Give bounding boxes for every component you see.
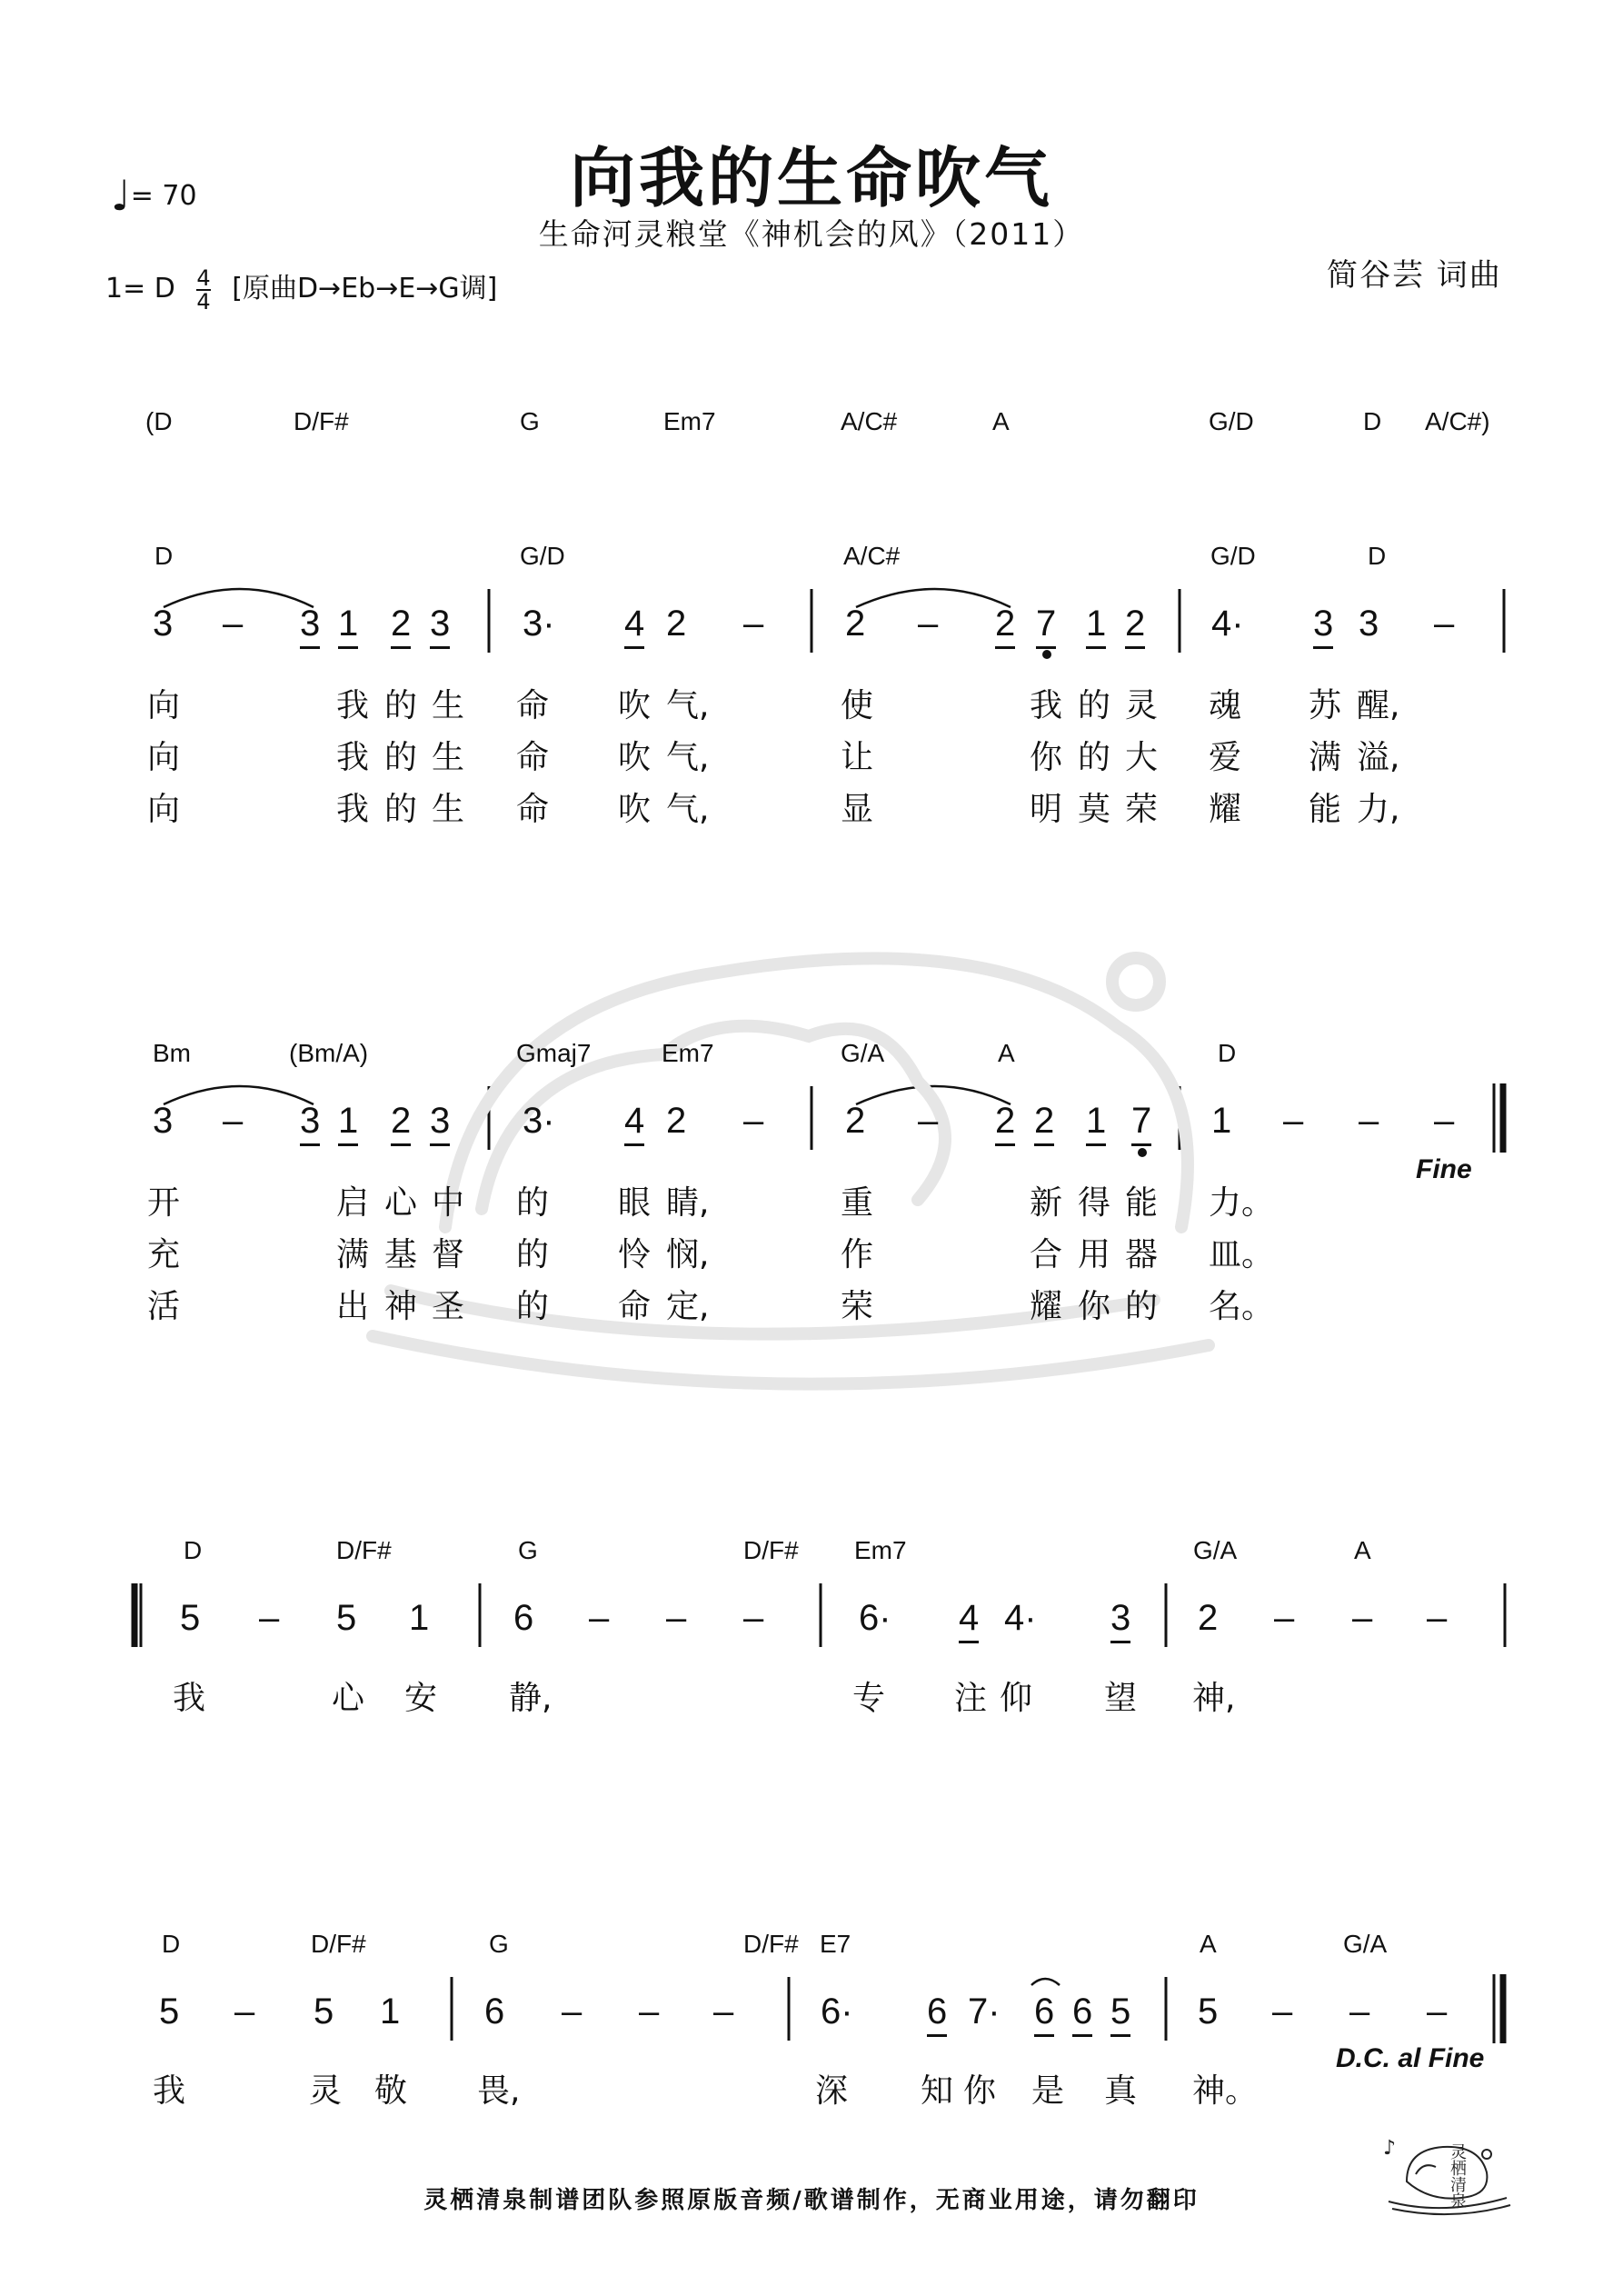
chord: Em7 (663, 407, 716, 435)
note: 3· (523, 604, 555, 644)
lyric: 中 (432, 1184, 465, 1222)
chord: G/A (841, 1039, 885, 1067)
note: – (1283, 1101, 1304, 1141)
lyric: 耀 (1030, 1288, 1063, 1325)
chord: D/F# (294, 407, 349, 435)
lyric: 显 (841, 791, 874, 828)
lyric: 合 (1030, 1236, 1063, 1273)
chord: A (992, 407, 1010, 435)
lyric: 的 (384, 687, 418, 724)
lyric: 力。 (1209, 1184, 1275, 1222)
chord: A (1200, 1930, 1217, 1958)
note: – (234, 1992, 255, 2031)
lyric: 吹 (618, 687, 652, 724)
lyric: 满 (1309, 739, 1342, 776)
note: 5 (159, 1992, 180, 2031)
note: 6· (821, 1992, 853, 2031)
note: 5 (1198, 1992, 1219, 2031)
lyric: 活 (147, 1288, 181, 1325)
note: 3 (153, 604, 174, 644)
note: – (666, 1598, 687, 1638)
note: – (639, 1992, 660, 2031)
note: 6· (859, 1598, 891, 1638)
lyric: 开 (147, 1184, 181, 1222)
chord: A/C# (843, 542, 901, 570)
note: – (562, 1992, 582, 2031)
note: 3 (1313, 604, 1333, 649)
chord: D (1368, 542, 1387, 570)
lyric: 命 (516, 739, 550, 776)
note: 7· (968, 1992, 1001, 2031)
lyric: 命 (516, 687, 550, 724)
note: 6 (927, 1992, 947, 2037)
note: 3 (1359, 604, 1379, 644)
note: 3 (300, 604, 320, 649)
lyric: 睛, (666, 1184, 710, 1222)
chord: G (520, 407, 540, 435)
lyric: 能 (1309, 791, 1342, 828)
lyric: 让 (841, 739, 874, 776)
lyric: 皿。 (1209, 1236, 1275, 1273)
note: 2 (666, 1101, 687, 1141)
chord: G (518, 1536, 538, 1564)
tempo-marking: ♩= 70 (111, 171, 197, 220)
svg-text:♪: ♪ (1383, 2137, 1397, 2160)
footer-note: 灵栖清泉制谱团队参照原版音频/歌谱制作，无商业用途，请勿翻印 (423, 2187, 1200, 2214)
note: 6 (513, 1598, 534, 1638)
lyric: 满 (336, 1236, 370, 1273)
lyric: 吹 (618, 791, 652, 828)
chord: A/C#) (1425, 407, 1490, 435)
note: 4· (1004, 1598, 1037, 1638)
chord: (Bm/A) (289, 1039, 369, 1067)
lyric: 望 (1104, 1680, 1138, 1717)
lyric: 神, (1192, 1680, 1236, 1717)
quarter-note-icon: ♩ (111, 171, 131, 220)
lyric: 力, (1357, 791, 1400, 828)
lyric: 深 (815, 2072, 849, 2110)
lyric: 仰 (1000, 1680, 1033, 1717)
lyric: 敬 (374, 2072, 408, 2110)
note: 2 (995, 1101, 1015, 1146)
chord: D (1218, 1039, 1237, 1067)
note: 5 (180, 1598, 201, 1638)
lyric: 是 (1031, 2072, 1065, 2110)
note: 6 (1034, 1992, 1054, 2037)
lyric: 生 (432, 739, 465, 776)
lyric: 神 (384, 1288, 418, 1325)
fine-marking: Fine (1416, 1154, 1472, 1184)
lyric: 我 (173, 1680, 206, 1717)
song-title: 向我的生命吹气 (569, 140, 1053, 216)
lyric: 真 (1104, 2072, 1138, 2110)
lyric: 神。 (1192, 2072, 1259, 2110)
lyric: 气, (666, 687, 710, 724)
chord: G/A (1193, 1536, 1238, 1564)
note: – (1349, 1992, 1370, 2031)
lyric: 气, (666, 791, 710, 828)
lyric: 我 (336, 687, 370, 724)
lyric: 专 (852, 1680, 886, 1717)
note: – (223, 604, 244, 644)
lyric: 知 (921, 2072, 954, 2110)
note: 5 (314, 1992, 334, 2031)
lyric: 用 (1078, 1236, 1111, 1273)
lyric: 安 (404, 1680, 438, 1717)
lyric: 溢, (1357, 739, 1400, 776)
lyric: 耀 (1209, 791, 1242, 828)
lyric: 生 (432, 791, 465, 828)
note: 2 (391, 604, 411, 649)
note: 3 (430, 1101, 450, 1146)
note: 1 (409, 1598, 430, 1638)
chord: D/F# (743, 1536, 799, 1564)
lyric: 你 (1030, 739, 1063, 776)
chord: D (162, 1930, 181, 1958)
note: 1 (1086, 604, 1106, 649)
lyric: 基 (384, 1236, 418, 1273)
chord: D (184, 1536, 203, 1564)
note: – (1434, 1101, 1455, 1141)
note: 2 (1198, 1598, 1219, 1638)
song-subtitle: 生命河灵粮堂《神机会的风》（2011） (538, 216, 1085, 252)
lyric: 你 (963, 2072, 997, 2110)
lyric: 醒, (1357, 687, 1400, 724)
note: 6 (1072, 1992, 1092, 2037)
lyric: 的 (516, 1184, 550, 1222)
lyric: 注 (954, 1680, 988, 1717)
note: – (1274, 1598, 1295, 1638)
chord: G/D (1210, 542, 1256, 570)
lyric: 的 (1125, 1288, 1159, 1325)
note: 4· (1211, 604, 1244, 644)
note: – (589, 1598, 610, 1638)
note: – (1272, 1992, 1293, 2031)
lyric: 魂 (1209, 687, 1242, 724)
note: 3 (430, 604, 450, 649)
lyric: 灵 (1125, 687, 1159, 724)
lyric: 生 (432, 687, 465, 724)
lyric: 怜 (618, 1236, 652, 1273)
chord: D/F# (743, 1930, 799, 1958)
lyric: 向 (147, 687, 181, 724)
chord: (D (145, 407, 173, 435)
lyric: 我 (153, 2072, 186, 2110)
lyric: 向 (147, 739, 181, 776)
note: – (1359, 1101, 1379, 1141)
chord: E7 (820, 1930, 851, 1958)
note: 5 (1110, 1992, 1130, 2037)
chord: Em7 (662, 1039, 714, 1067)
chord: D/F# (311, 1930, 366, 1958)
note: 4 (624, 1101, 644, 1146)
logo-text: 灵栖清泉 (1448, 2143, 1467, 2209)
lyric: 启 (336, 1184, 370, 1222)
note: 2 (1034, 1101, 1054, 1146)
note: 1 (380, 1992, 401, 2031)
note: 5 (336, 1598, 357, 1638)
lyric: 能 (1125, 1184, 1159, 1222)
lyric: 悯, (666, 1236, 710, 1273)
chord: G (489, 1930, 509, 1958)
composer: 简谷芸 词曲 (1327, 257, 1502, 294)
lyric: 莫 (1078, 791, 1111, 828)
note: 1 (1211, 1101, 1232, 1141)
chord: A (1354, 1536, 1371, 1564)
note: – (713, 1992, 734, 2031)
lyric: 命 (618, 1288, 652, 1325)
chord: G/D (1209, 407, 1254, 435)
lyric: 灵 (309, 2072, 343, 2110)
lyric: 明 (1030, 791, 1063, 828)
note: – (743, 1598, 764, 1638)
lyric: 出 (336, 1288, 370, 1325)
chord: Gmaj7 (516, 1039, 592, 1067)
chord: Em7 (854, 1536, 907, 1564)
key-signature: 1= D $\frac{4}{4}$ [原曲D→Eb→E→G调] (105, 265, 498, 314)
lyric: 吹 (618, 739, 652, 776)
lyric: 器 (1125, 1236, 1159, 1273)
lyric: 我 (336, 791, 370, 828)
note: 2 (666, 604, 687, 644)
lyric: 眼 (618, 1184, 652, 1222)
chord: D/F# (336, 1536, 392, 1564)
chord: Bm (153, 1039, 191, 1067)
note: – (1427, 1598, 1448, 1638)
note: 3 (300, 1101, 320, 1146)
lyric: 畏, (477, 2072, 521, 2110)
lyric: 爱 (1209, 739, 1242, 776)
lyric: 作 (841, 1236, 874, 1273)
lyric: 充 (147, 1236, 181, 1273)
note: 6 (484, 1992, 505, 2031)
note: – (1352, 1598, 1373, 1638)
note: – (918, 1101, 939, 1141)
lyric: 名。 (1209, 1288, 1275, 1325)
lyric: 的 (1078, 739, 1111, 776)
note: 2 (391, 1101, 411, 1146)
lyric: 重 (841, 1184, 874, 1222)
lyric: 的 (384, 739, 418, 776)
note: – (223, 1101, 244, 1141)
lyric: 我 (1030, 687, 1063, 724)
lyric: 的 (384, 791, 418, 828)
lyric: 心 (384, 1184, 418, 1222)
lyric: 静, (509, 1680, 553, 1717)
note: 1 (338, 604, 358, 649)
note: 1 (1086, 1101, 1106, 1146)
lyric: 大 (1125, 739, 1159, 776)
lyric: 的 (1078, 687, 1111, 724)
note: 7 (1131, 1101, 1151, 1146)
lyric: 命 (516, 791, 550, 828)
chord: A (998, 1039, 1015, 1067)
chord: G/D (520, 542, 565, 570)
lyric: 苏 (1309, 687, 1342, 724)
note: 2 (1125, 604, 1145, 649)
lyric: 荣 (1125, 791, 1159, 828)
lyric: 圣 (432, 1288, 465, 1325)
lyric: 新 (1030, 1184, 1063, 1222)
note: 7 (1036, 604, 1056, 649)
note: – (743, 604, 764, 644)
lyric: 你 (1078, 1288, 1111, 1325)
note: 4 (624, 604, 644, 649)
lyric: 气, (666, 739, 710, 776)
chord: D (154, 542, 174, 570)
note: – (1427, 1992, 1448, 2031)
chord: G/A (1343, 1930, 1388, 1958)
note: 1 (338, 1101, 358, 1146)
lyric: 我 (336, 739, 370, 776)
time-signature: $\frac{4}{4}$ (196, 265, 211, 314)
note: 4 (959, 1598, 979, 1643)
lyric: 心 (332, 1680, 365, 1717)
sheep-watermark (336, 900, 1427, 1409)
lyric: 的 (516, 1288, 550, 1325)
lyric: 使 (841, 687, 874, 724)
note: – (918, 604, 939, 644)
note: 2 (845, 604, 866, 644)
note: – (1434, 604, 1455, 644)
lyric: 督 (432, 1236, 465, 1273)
note: 2 (845, 1101, 866, 1141)
note: – (259, 1598, 280, 1638)
note: 3· (523, 1101, 555, 1141)
note: – (743, 1101, 764, 1141)
lyric: 向 (147, 791, 181, 828)
note: 3 (153, 1101, 174, 1141)
lyric: 荣 (841, 1288, 874, 1325)
lyric: 定, (666, 1288, 710, 1325)
chord: D (1363, 407, 1382, 435)
note: 3 (1110, 1598, 1130, 1643)
lyric: 的 (516, 1236, 550, 1273)
chord: A/C# (841, 407, 898, 435)
lyric: 得 (1078, 1184, 1111, 1222)
note: 2 (995, 604, 1015, 649)
dc-al-fine-marking: D.C. al Fine (1336, 2043, 1485, 2073)
